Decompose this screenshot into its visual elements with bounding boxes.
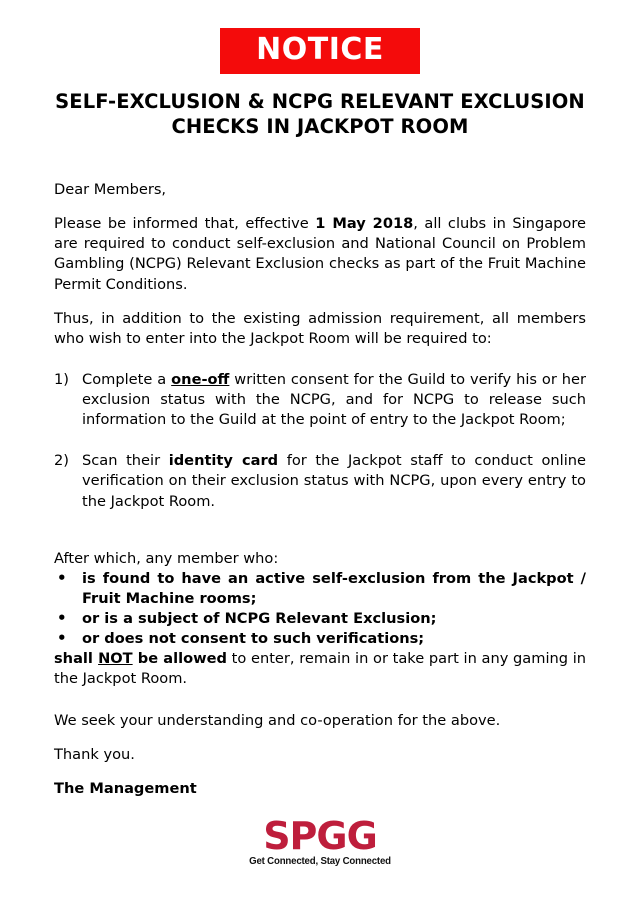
bullet-item-1-label: is found to have an active self-exclusion from the Jackpot / Fruit Machine rooms;	[82, 569, 586, 607]
spgg-logo-tagline: Get Connected, Stay Connected	[249, 855, 391, 868]
paragraph-effective-date	[54, 214, 586, 295]
bullet-item-3	[54, 629, 586, 649]
page-title-line-2: CHECKS IN JACKPOT ROOM	[171, 114, 469, 138]
numbered-item-2-emphasis: identity card	[168, 452, 279, 470]
numbered-item-1-marker: 1)	[54, 370, 69, 388]
numbered-item-1	[54, 370, 586, 430]
closing-thank-you: Thank you.	[54, 745, 135, 763]
bullet-dot-icon: •	[57, 629, 67, 648]
numbered-item-1-after: written consent for the Guild to verify his or her exclusion status with the NCPG, and for NCPG to release such information to the Guild at the point of entry to the Jackpot Room;	[82, 370, 586, 429]
conclusion-bold-after: be allowed	[132, 650, 227, 668]
numbered-item-2	[54, 451, 586, 511]
conclusion-statement	[54, 649, 586, 689]
notice-banner: NOTICE	[220, 28, 420, 74]
bullet-item-2	[54, 609, 586, 629]
page-title	[54, 90, 586, 140]
numbered-item-1-emphasis: one-off	[171, 370, 230, 388]
bullet-dot-icon: •	[57, 568, 67, 587]
numbered-item-1-before: Complete a	[82, 370, 172, 388]
effective-date-emphasis: 1 May 2018	[315, 215, 414, 233]
spacer	[54, 363, 586, 370]
conclusion-rest: to enter, remain in or take part in any gaming in the Jackpot Room.	[54, 650, 586, 688]
conclusion-not-emphasis: NOT	[98, 650, 133, 668]
bullet-dot-icon: •	[57, 609, 67, 627]
bullet-item-1	[54, 569, 586, 609]
numbered-item-2-after: for the Jackpot staff to conduct online verification on their exclusion status with NCPG, upon every entry to the Jackpot Room.	[82, 452, 587, 510]
paragraph-1-before: Please be informed that, effective	[54, 215, 316, 233]
spacer	[54, 704, 586, 711]
closing-understanding: We seek your understanding and co-operation for the above.	[54, 711, 501, 729]
paragraph-1-after: , all clubs in Singapore are required to conduct self-exclusion and National Council on Problem Gambling (NCPG) Relevant Exclusion checks as part of the Fruit Machine Permit Conditions.	[54, 215, 587, 293]
salutation: Dear Members,	[54, 181, 167, 198]
notice-banner-container	[0, 28, 640, 74]
spgg-logo	[0, 814, 640, 868]
signoff: The Management	[54, 779, 197, 797]
conclusion-bold-before: shall	[54, 650, 99, 668]
spacer	[54, 444, 586, 451]
document-body	[54, 180, 586, 813]
bullet-item-3-label: or does not consent to such verifications;	[82, 630, 425, 648]
bullet-item-2-label: or is a subject of NCPG Relevant Exclusion;	[82, 610, 437, 627]
paragraph-admission-requirement: Thus, in addition to the existing admission requirement, all members who wish to enter into the Jackpot Room will be required to:	[54, 309, 586, 347]
page-title-line-1: SELF-EXCLUSION & NCPG RELEVANT EXCLUSION	[55, 90, 585, 113]
spgg-logo-wordmark: SPGG	[263, 814, 377, 858]
numbered-item-2-marker: 2)	[54, 452, 69, 470]
numbered-item-2-before: Scan their	[82, 452, 169, 470]
spacer	[54, 526, 586, 549]
after-which-lead-in: After which, any member who:	[54, 549, 279, 567]
